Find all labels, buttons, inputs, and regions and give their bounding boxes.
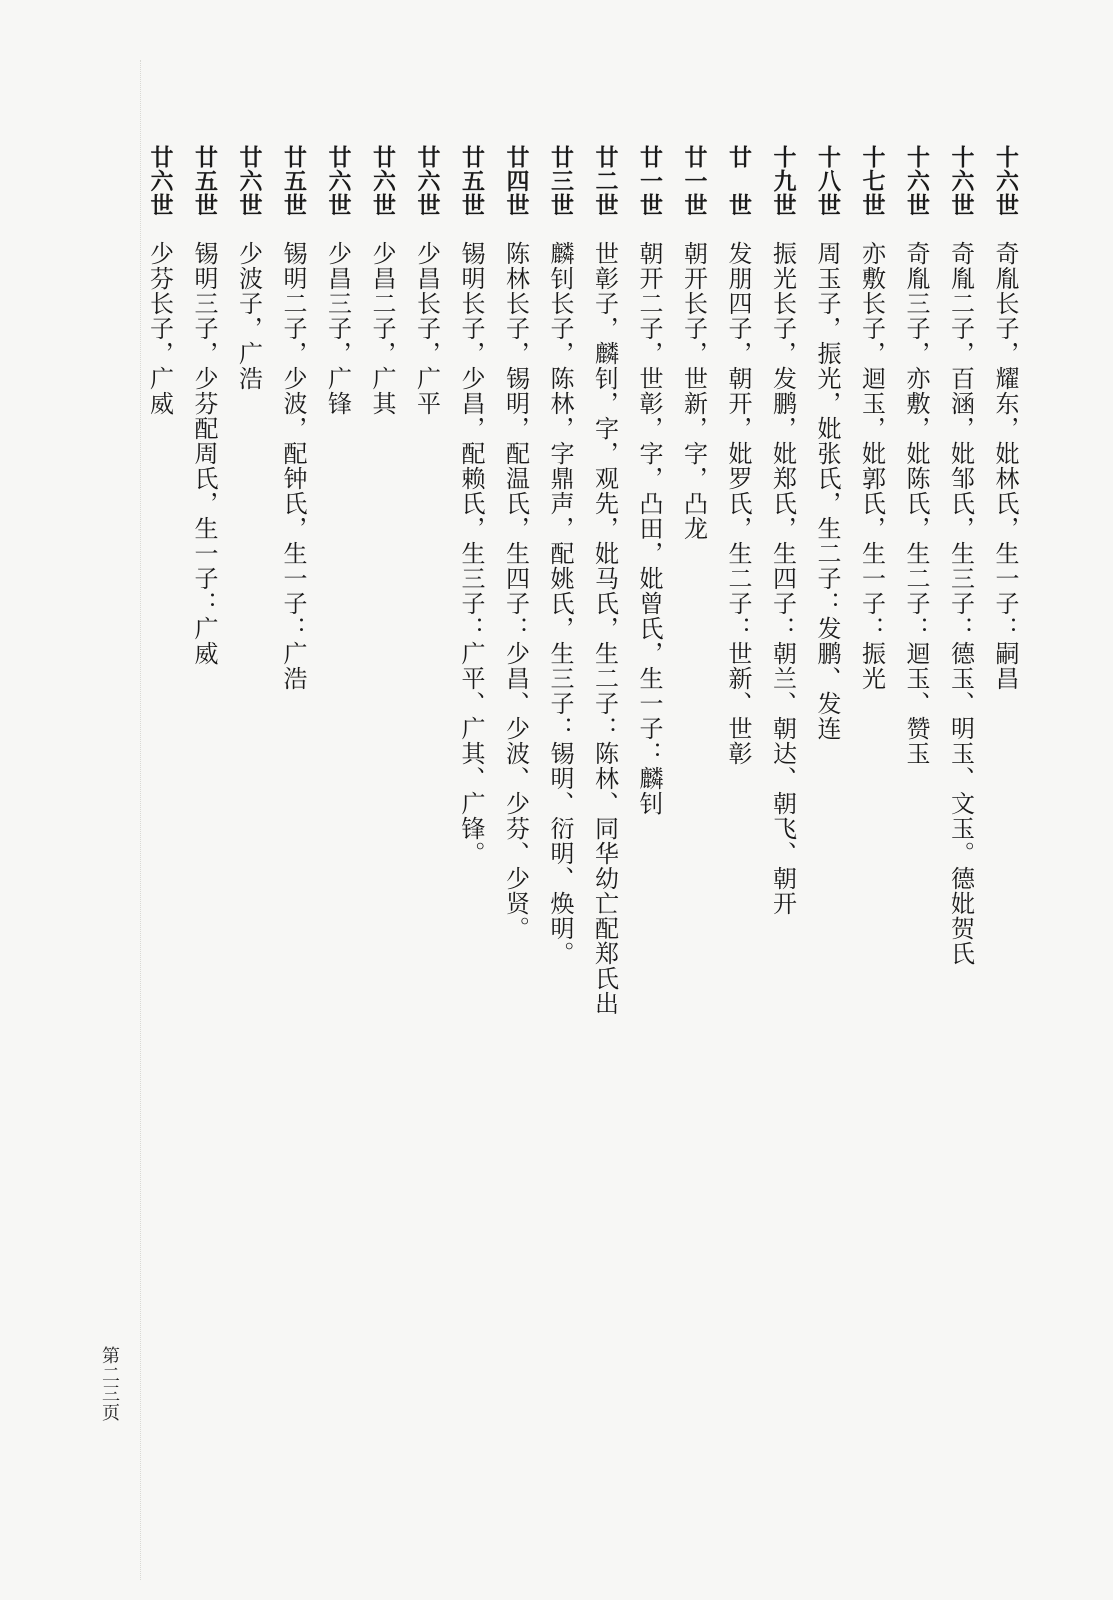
entry-text: 奇胤二子，百涵，妣邹氏，生三子：德玉、明玉、文玉。德妣贺氏 xyxy=(946,241,975,966)
generation-label: 廿六世 xyxy=(369,145,395,217)
genealogy-entry xyxy=(538,145,583,1016)
entry-text: 少昌三子，广锋 xyxy=(323,241,352,416)
entry-text: 锡明长子，少昌，配赖氏，生三子：广平、广其、广锋。 xyxy=(457,241,485,866)
generation-label: 十七世 xyxy=(858,145,885,217)
entry-text: 麟钊长子，陈林，字鼎声，配姚氏，生三子：锡明、衍明、焕明。 xyxy=(546,241,574,966)
generation-label: 十八世 xyxy=(814,145,840,217)
entry-text: 朝开长子，世新，字，凸龙 xyxy=(679,241,708,541)
genealogy-entry xyxy=(627,145,672,1016)
page-number: 第二三页 xyxy=(99,1346,120,1422)
generation-label: 十六世 xyxy=(992,145,1018,217)
generation-label: 十六世 xyxy=(903,145,929,217)
genealogy-entry xyxy=(938,145,983,1016)
entry-text: 少芬长子，广威 xyxy=(145,241,174,416)
generation-label: 廿一世 xyxy=(636,145,662,217)
generation-label: 廿五世 xyxy=(191,145,217,217)
entry-text: 振光长子，发鹏，妣郑氏，生四子：朝兰、朝达、朝飞、朝开 xyxy=(768,241,797,916)
generation-label: 廿一世 xyxy=(680,145,707,217)
entry-text: 锡明三子，少芬配周氏，生一子：广威 xyxy=(190,241,218,666)
genealogy-entry xyxy=(805,145,850,1016)
genealogy-entry xyxy=(449,145,494,1016)
generation-label: 廿六世 xyxy=(324,145,351,217)
generation-label: 廿二世 xyxy=(591,145,618,217)
entry-text: 奇胤三子，亦敷，妣陈氏，生二子：迴玉、赞玉 xyxy=(902,241,930,766)
generation-label: 廿四世 xyxy=(502,145,529,217)
genealogy-entry xyxy=(894,145,939,1016)
genealogy-entry xyxy=(315,145,360,1016)
entry-text: 奇胤长子，耀东，妣林氏，生一子：嗣昌 xyxy=(991,241,1019,691)
generation-label: 廿六世 xyxy=(235,145,262,217)
generation-label: 廿六世 xyxy=(146,145,173,217)
genealogy-entry xyxy=(404,145,449,1016)
genealogy-entry xyxy=(983,145,1028,1016)
entry-text: 发朋四子，朝开，妣罗氏，生二子：世新、世彰 xyxy=(724,241,752,766)
genealogy-entry xyxy=(849,145,894,1016)
generation-label: 廿 世 xyxy=(725,145,751,217)
genealogy-entry xyxy=(493,145,538,1016)
entry-text: 朝开二子，世彰，字，凸田，妣曾氏，生一子：麟钊 xyxy=(635,241,663,816)
genealogy-entry xyxy=(226,145,271,1016)
genealogy-columns xyxy=(137,145,1027,1016)
generation-label: 十九世 xyxy=(769,145,796,217)
generation-label: 廿五世 xyxy=(458,145,484,217)
genealogy-entry xyxy=(760,145,805,1016)
generation-label: 廿六世 xyxy=(413,145,440,217)
entry-text: 亦敷长子，迴玉，妣郭氏，生一子：振光 xyxy=(857,241,886,691)
entry-text: 少昌二子，广其 xyxy=(368,241,396,416)
generation-label: 廿三世 xyxy=(547,145,573,217)
genealogy-entry xyxy=(137,145,182,1016)
generation-label: 廿五世 xyxy=(280,145,306,217)
genealogy-entry xyxy=(360,145,405,1016)
entry-text: 少昌长子，广平 xyxy=(412,241,441,416)
generation-label: 十六世 xyxy=(947,145,974,217)
entry-text: 陈林长子，锡明，配温氏，生四子：少昌、少波、少芬、少贤。 xyxy=(501,241,530,941)
genealogy-entry xyxy=(182,145,227,1016)
genealogy-entry xyxy=(271,145,316,1016)
genealogy-entry xyxy=(582,145,627,1016)
entry-text: 少波子，广浩 xyxy=(234,241,263,391)
genealogy-entry xyxy=(671,145,716,1016)
entry-text: 锡明二子，少波，配钟氏，生一子：广浩 xyxy=(279,241,307,691)
genealogy-entry xyxy=(716,145,761,1016)
entry-text: 世彰子，麟钊，字，观先，妣马氏，生二子：陈林、同华幼亡配郑氏出 xyxy=(590,241,619,1016)
entry-text: 周玉子，振光，妣张氏，生二子：发鹏、发连 xyxy=(813,241,841,741)
